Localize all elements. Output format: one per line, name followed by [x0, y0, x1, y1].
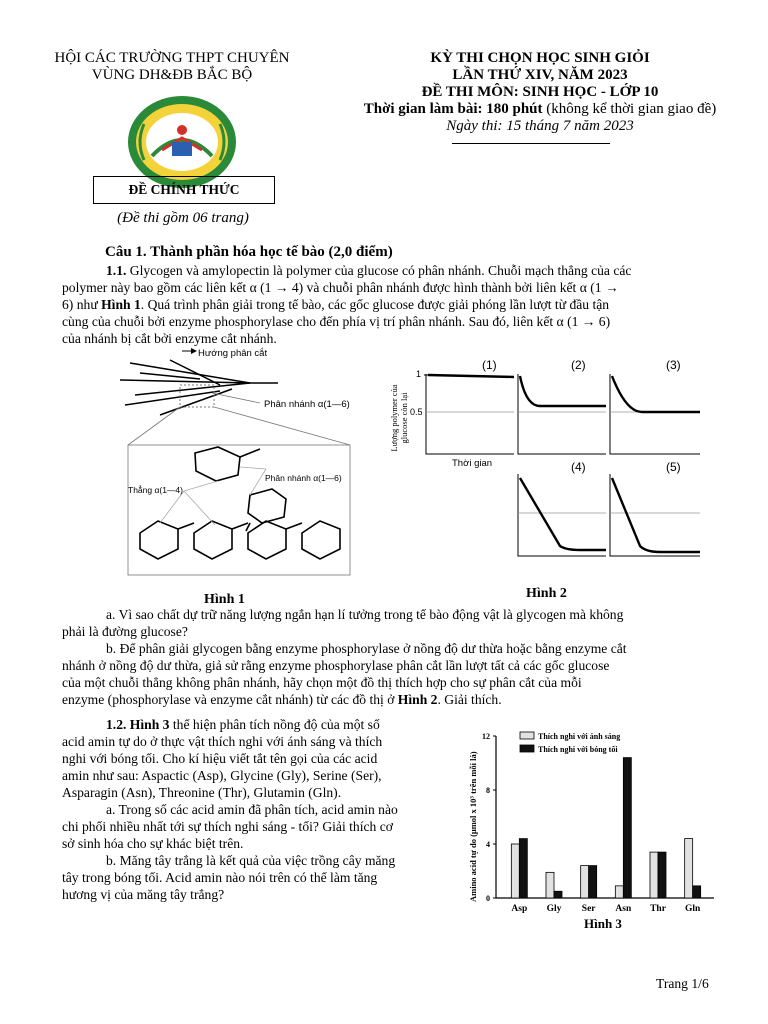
q-b-line4a: enzyme (phosphorylase và enzyme cắt nhánh) từ các đồ thị ở: [62, 692, 398, 707]
bar-gly-dark: [554, 891, 562, 898]
ylabel: [389, 363, 409, 473]
figure-3-caption: Hình 3: [584, 916, 622, 931]
question1-title: Câu 1. Thành phần hóa học tế bào (2,0 điểm): [105, 244, 393, 260]
bar-asn-dark: [623, 758, 631, 898]
panel-4-label: (4): [571, 460, 586, 474]
page-number: Trang 1/6: [656, 976, 709, 991]
organization-header: [22, 50, 322, 84]
q-a-line2: phải là đường glucose?: [62, 624, 188, 639]
p12-line1: thể hiện phân tích nồng độ của một số: [169, 717, 380, 732]
q-b-line4c: . Giải thích.: [437, 692, 502, 707]
y-tick-label: 0: [486, 894, 490, 903]
y-tick-label: 12: [482, 732, 490, 741]
p11-fig-ref: Hình 1: [101, 297, 141, 312]
p12-line3: nghi với bóng tối. Cho kí hiệu viết tắt tên gọi của các acid: [62, 751, 378, 766]
q-b-line2: nhánh ở nồng độ dư thừa, giả sử rằng enzyme phosphorylase phân cắt lần lượt tất cả các gốc glucose: [62, 658, 610, 673]
p12-fig-ref: Hình 3: [129, 717, 170, 732]
p12a-line2: chi phối nhiều nhất tới sự thích nghi sáng - tối? Giải thích cơ: [62, 819, 393, 834]
category-label: Asp: [511, 904, 528, 914]
chart-axes-lines: [496, 736, 714, 898]
category-label: Thr: [650, 904, 666, 914]
p11-line3c: . Quá trình phân giải trong tế bào, các gốc glucose được giải phóng lần lượt từ đầu tận: [140, 297, 610, 312]
straight-label: Thẳng α(1—4): [128, 485, 183, 495]
paragraph-1-2: [62, 716, 454, 903]
organization-line2: VÙNG DH&ĐB BẮC BỘ: [91, 67, 253, 83]
bar-gln-light: [685, 839, 693, 898]
official-exam-box: ĐỀ CHÍNH THỨC: [93, 176, 275, 204]
tick-05: 0.5: [410, 407, 423, 417]
q-b-fig-ref: Hình 2: [397, 692, 438, 707]
category-label: Ser: [581, 904, 596, 914]
q-a-line1: a. Vì sao chất dự trữ năng lượng ngắn hạn lí tưởng trong tế bào động vật là glycogen mà không: [106, 607, 624, 622]
ylabel-line2: glucose còn lại: [399, 392, 409, 444]
panel-1-label: (1): [482, 358, 497, 372]
p12-label: 1.2.: [106, 717, 130, 732]
branch-label: Phân nhánh α(1—6): [264, 399, 350, 410]
xlabel: Thời gian: [452, 458, 493, 469]
paragraph-1-1: [62, 262, 727, 347]
p12-line2: acid amin tự do ở thực vật thích nghi với ánh sáng và thích: [62, 734, 383, 749]
p11-line5: của nhánh bị cắt bởi enzyme cắt nhánh.: [62, 331, 277, 346]
p11-label: 1.1.: [106, 263, 127, 278]
bar-asp-light: [511, 844, 519, 898]
p12-line4: amin như sau: Aspactic (Asp), Glycine (Gly), Serine (Ser),: [62, 768, 382, 783]
legend-label: Thích nghi với ánh sáng: [538, 732, 621, 741]
q-b-line1: b. Để phân giải glycogen bằng enzyme phosphorylase ở nồng độ dư thừa hoặc bằng enzyme cắt: [106, 641, 627, 656]
panel-5-label: (5): [666, 460, 681, 474]
figure-2-graphs: [390, 356, 725, 581]
p12b-line1: b. Măng tây trắng là kết quả của việc trồng cây măng: [106, 853, 396, 868]
p12a-line1: a. Trong số các acid amin đã phân tích, acid amin nào: [106, 802, 398, 817]
pages-note: (Đề thi gồm 06 trang): [117, 210, 249, 226]
figure-3-chart: [462, 722, 722, 937]
category-label: Gly: [546, 904, 562, 914]
bar-thr-light: [650, 852, 658, 898]
legend-swatch: [520, 732, 534, 739]
exam-session: LẦN THỨ XIV, NĂM 2023: [452, 67, 628, 83]
bar-gln-dark: [693, 886, 701, 898]
p11-line1: Glycogen và amylopectin là polymer của glucose có phân nhánh. Chuỗi mạch thẳng của các: [126, 263, 632, 278]
exam-subject: ĐỀ THI MÔN: SINH HỌC - LỚP 10: [421, 84, 659, 100]
exam-time-bold: Thời gian làm bài: 180 phút: [363, 101, 543, 117]
bar-ser-dark: [589, 866, 597, 898]
exam-time: [330, 101, 750, 118]
figure-1-caption: Hình 1: [204, 592, 245, 607]
panel-3-label: (3): [666, 358, 681, 372]
p12b-line2: tây trong bóng tối. Acid amin nào nói trên có thể làm tăng: [62, 870, 378, 885]
p12-line5: Asparagin (Asn), Threonine (Thr), Glutamin (Gln).: [62, 785, 342, 800]
p11-line3a: 6) như: [62, 297, 102, 312]
figure-2-caption: Hình 2: [526, 586, 567, 601]
bar-asn-light: [615, 886, 623, 898]
bar-thr-dark: [658, 852, 666, 898]
p12a-line3: sở sinh hóa cho sự khác biệt trên.: [62, 836, 244, 851]
branch-label-zoom: Phân nhánh α(1—6): [265, 473, 342, 483]
y-tick-label: 8: [486, 786, 490, 795]
tick-1: 1: [416, 369, 422, 379]
panel-2-label: (2): [571, 358, 586, 372]
category-label: Asn: [615, 904, 632, 914]
q-b-line3: của một chuỗi thẳng không phân nhánh, hãy chọn một đồ thị thích hợp cho sự phân cắt của mỗi: [62, 675, 582, 690]
figure-1-diagram: [100, 345, 370, 585]
organization-line1: HỘI CÁC TRƯỜNG THPT CHUYÊN: [54, 50, 290, 66]
bar-ser-light: [581, 866, 589, 898]
exam-time-rest: (không kể thời gian giao đề): [542, 101, 717, 117]
question1-1-items: [62, 606, 727, 708]
bar-asp-dark: [519, 839, 527, 898]
category-label: Gln: [685, 904, 701, 914]
ylabel-line1: Lượng polymer của: [389, 384, 399, 452]
p11-line2: polymer này bao gồm các liên kết α (1 → 4) và chuỗi phân nhánh được hình thành bởi liên kết α (1 →: [62, 280, 619, 295]
y-tick-label: 4: [486, 840, 490, 849]
date-underline: [452, 143, 610, 144]
bar-gly-light: [546, 872, 554, 898]
legend-label: Thích nghi với bóng tối: [538, 745, 618, 754]
exam-header: [330, 50, 750, 135]
p12b-line3: hương vị của măng tây trắng?: [62, 887, 225, 902]
p11-line4: cùng của chuỗi bởi enzyme phosphorylase cho đến phía vị trí phân nhánh. Sau đó, liên kết α (1 → 6): [62, 314, 611, 329]
exam-title: KỲ THI CHỌN HỌC SINH GIỎI: [430, 50, 650, 66]
legend-swatch: [520, 745, 534, 752]
bar-chart-svg: [462, 722, 722, 937]
exam-date: Ngày thi: 15 tháng 7 năm 2023: [446, 118, 634, 134]
chart-ylabel: Amino acid tự do (μmol x 10³ trên mỗi lá): [468, 751, 478, 902]
cleavage-direction-label: Hướng phân cắt: [198, 348, 268, 359]
